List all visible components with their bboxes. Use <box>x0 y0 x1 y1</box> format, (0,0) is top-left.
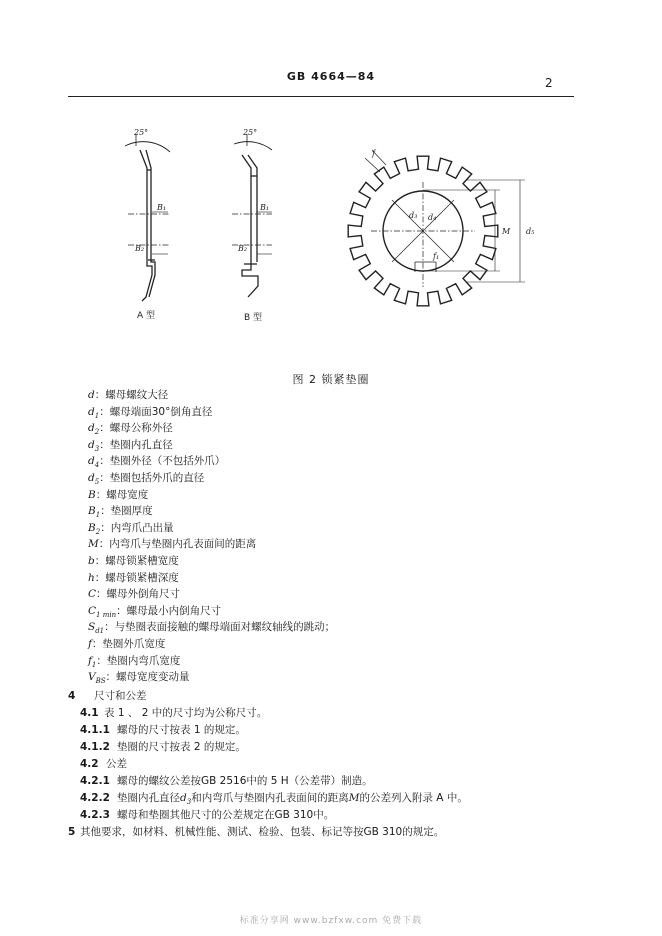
definition-symbol: d <box>88 422 95 435</box>
section-heading: 公差 <box>106 758 127 770</box>
definition-item <box>88 636 588 653</box>
definition-text: 螺母宽度 <box>106 488 149 501</box>
section-number: 4.2.1 <box>80 775 110 787</box>
definition-separator: ： <box>96 588 107 601</box>
definition-item <box>88 404 588 421</box>
definition-item <box>88 387 588 404</box>
definition-symbol: d <box>88 405 95 418</box>
definition-text: 螺母端面30°倒角直径 <box>109 405 213 418</box>
symbol-d3: d <box>180 792 187 804</box>
definition-text: 与垫圈表面接触的螺母端面对螺纹轴线的跳动； <box>114 621 336 634</box>
definition-text: 垫圈外径（不包括外爪） <box>109 455 226 468</box>
definition-item <box>88 603 588 620</box>
definition-item <box>88 669 588 686</box>
definition-text: 螺母锁紧槽宽度 <box>105 554 179 567</box>
definition-separator: ： <box>96 654 107 667</box>
definition-item <box>88 553 588 570</box>
section-text: 表 1 、 2 中的尺寸均为公称尺寸。 <box>104 707 268 719</box>
washer-type-b-side-view <box>232 134 272 297</box>
dim-b1-b: B₁ <box>260 203 270 212</box>
section-4-1-2 <box>80 739 246 754</box>
definition-symbol: d <box>88 389 95 401</box>
section-4 <box>68 688 147 703</box>
definition-text: 垫圈厚度 <box>110 505 153 518</box>
definition-subscript: 1 <box>94 411 100 420</box>
definition-text: 内弯爪与垫圈内孔表面间的距离 <box>109 538 257 551</box>
definition-item <box>88 503 588 520</box>
washer-type-a-side-view <box>125 134 170 301</box>
definition-separator: ： <box>94 571 106 584</box>
dim-b2-a: B₂ <box>135 244 145 253</box>
section-text: 螺母的螺纹公差按GB 2516中的 5 H（公差带）制造。 <box>117 775 373 787</box>
definition-separator: ： <box>104 621 115 634</box>
definition-subscript: BS <box>95 677 106 686</box>
section-text: 垫圈的尺寸按表 2 的规定。 <box>117 741 246 753</box>
footer-watermark: 标准分享网 www.bzfxw.com 免费下载 <box>239 916 423 926</box>
definition-text: 垫圈包括外爪的直径 <box>109 471 205 484</box>
definition-subscript: 1 min <box>96 610 117 619</box>
definition-symbol: d <box>88 455 95 468</box>
dim-d3: d₃ <box>409 211 418 220</box>
figure-2-drawing <box>0 0 662 380</box>
definition-symbol: M <box>88 538 99 551</box>
definition-subscript: d1 <box>95 627 105 636</box>
angle-label-a: 25° <box>134 128 149 137</box>
definition-separator: ： <box>94 389 106 401</box>
definition-item <box>88 437 588 454</box>
definition-subscript: 2 <box>95 527 101 536</box>
symbol-m: M <box>348 792 360 804</box>
definition-symbol: b <box>88 554 95 567</box>
symbol-definition-list <box>88 387 588 686</box>
definition-separator: ： <box>99 438 110 451</box>
definition-item <box>88 619 588 636</box>
type-a-label: A 型 <box>137 311 156 321</box>
definition-subscript: 1 <box>95 511 101 520</box>
definition-separator: ： <box>105 671 117 684</box>
section-4-1 <box>80 705 267 720</box>
definition-symbol: S <box>88 621 96 634</box>
section-number: 4.1 <box>80 707 99 719</box>
figure-caption: 图 2 锁紧垫圈 <box>292 373 370 386</box>
page-number: 2 <box>545 76 553 90</box>
definition-symbol: B <box>88 521 96 534</box>
dim-f: f <box>372 149 375 158</box>
washer-front-view <box>348 150 525 306</box>
section-text-c: 的公差列入附录 A 中。 <box>359 792 468 804</box>
definition-text: 垫圈内孔直径 <box>109 438 173 451</box>
definition-symbol: f <box>88 637 92 650</box>
definition-item <box>88 570 588 587</box>
definition-item <box>88 470 588 487</box>
section-number: 4.2.2 <box>80 792 110 804</box>
definition-separator: ： <box>100 521 111 534</box>
definition-separator: ： <box>91 637 103 650</box>
section-number: 4.1.2 <box>80 741 110 753</box>
definition-separator: ： <box>98 538 110 551</box>
definition-text: 螺母公称外径 <box>109 422 173 435</box>
definition-subscript: 5 <box>94 478 100 487</box>
section-text: 螺母和垫圈其他尺寸的公差规定在GB 310中。 <box>117 809 335 821</box>
section-text-b: 和内弯爪与垫圈内孔表面间的距离 <box>191 792 349 804</box>
definition-separator: ： <box>100 505 111 518</box>
type-b-label: B 型 <box>244 313 263 323</box>
definition-text: 螺母螺纹大径 <box>105 389 169 401</box>
definition-item <box>88 653 588 670</box>
definition-subscript: 4 <box>94 461 100 470</box>
section-5 <box>68 824 444 839</box>
dim-f1: f₁ <box>433 252 440 261</box>
dim-b2-b: B₂ <box>238 244 248 253</box>
definition-symbol: d <box>88 471 95 484</box>
dim-b1-a: B₁ <box>157 203 167 212</box>
definition-symbol: B <box>88 505 96 518</box>
definition-subscript: 1 <box>91 660 97 669</box>
angle-label-b: 25° <box>243 128 258 137</box>
section-text: 螺母的尺寸按表 1 的规定。 <box>117 724 246 736</box>
definition-subscript: 2 <box>94 428 100 437</box>
definition-text: 螺母宽度变动量 <box>116 671 190 684</box>
definition-item <box>88 420 588 437</box>
section-4-2-1 <box>80 773 373 788</box>
definition-item <box>88 487 588 504</box>
definition-separator: ： <box>99 471 110 484</box>
symbol-d3-subscript: 3 <box>186 798 192 807</box>
section-heading: 尺寸和公差 <box>94 690 147 702</box>
definition-item <box>88 453 588 470</box>
section-4-2-2 <box>80 790 468 806</box>
definition-text: 螺母最小内倒角尺寸 <box>126 604 222 617</box>
section-text: 其他要求，如材料、机械性能、测试、检验、包装、标记等按GB 310的规定。 <box>80 826 445 838</box>
dim-d5: d₅ <box>526 227 535 236</box>
definition-subscript: 3 <box>94 444 100 453</box>
definition-symbol: h <box>88 571 95 584</box>
definition-item <box>88 586 588 603</box>
definition-text: 内弯爪凸出量 <box>110 521 174 534</box>
section-number: 4.2 <box>80 758 99 770</box>
definition-symbol: d <box>88 438 95 451</box>
section-4-2-3 <box>80 807 334 822</box>
section-4-2 <box>80 756 127 771</box>
definition-symbol: V <box>88 671 96 684</box>
section-number: 4 <box>68 690 76 702</box>
definition-separator: ： <box>94 554 106 567</box>
definition-separator: ： <box>116 604 127 617</box>
definition-item <box>88 536 588 553</box>
definition-text: 螺母外倒角尺寸 <box>106 588 181 601</box>
definition-separator: ： <box>95 488 107 501</box>
definition-text: 垫圈外爪宽度 <box>102 637 166 650</box>
definition-symbol: f <box>88 654 92 667</box>
definition-text: 螺母锁紧槽深度 <box>105 571 179 584</box>
definition-symbol: C <box>88 588 97 601</box>
dim-d4: d₄ <box>428 213 437 222</box>
section-text-a: 垫圈内孔直径 <box>117 792 180 804</box>
definition-symbol: B <box>88 488 96 501</box>
definition-item <box>88 520 588 537</box>
dim-m: M <box>502 227 511 236</box>
section-number: 4.2.3 <box>80 809 110 821</box>
section-number: 5 <box>68 826 76 838</box>
standard-number: GB 4664—84 <box>286 70 376 83</box>
section-4-1-1 <box>80 722 246 737</box>
section-number: 4.1.1 <box>80 724 110 736</box>
definition-text: 垫圈内弯爪宽度 <box>106 654 181 667</box>
definition-separator: ： <box>99 422 110 435</box>
definition-separator: ： <box>99 405 110 418</box>
definition-symbol: C <box>88 604 97 617</box>
definition-separator: ： <box>99 455 110 468</box>
